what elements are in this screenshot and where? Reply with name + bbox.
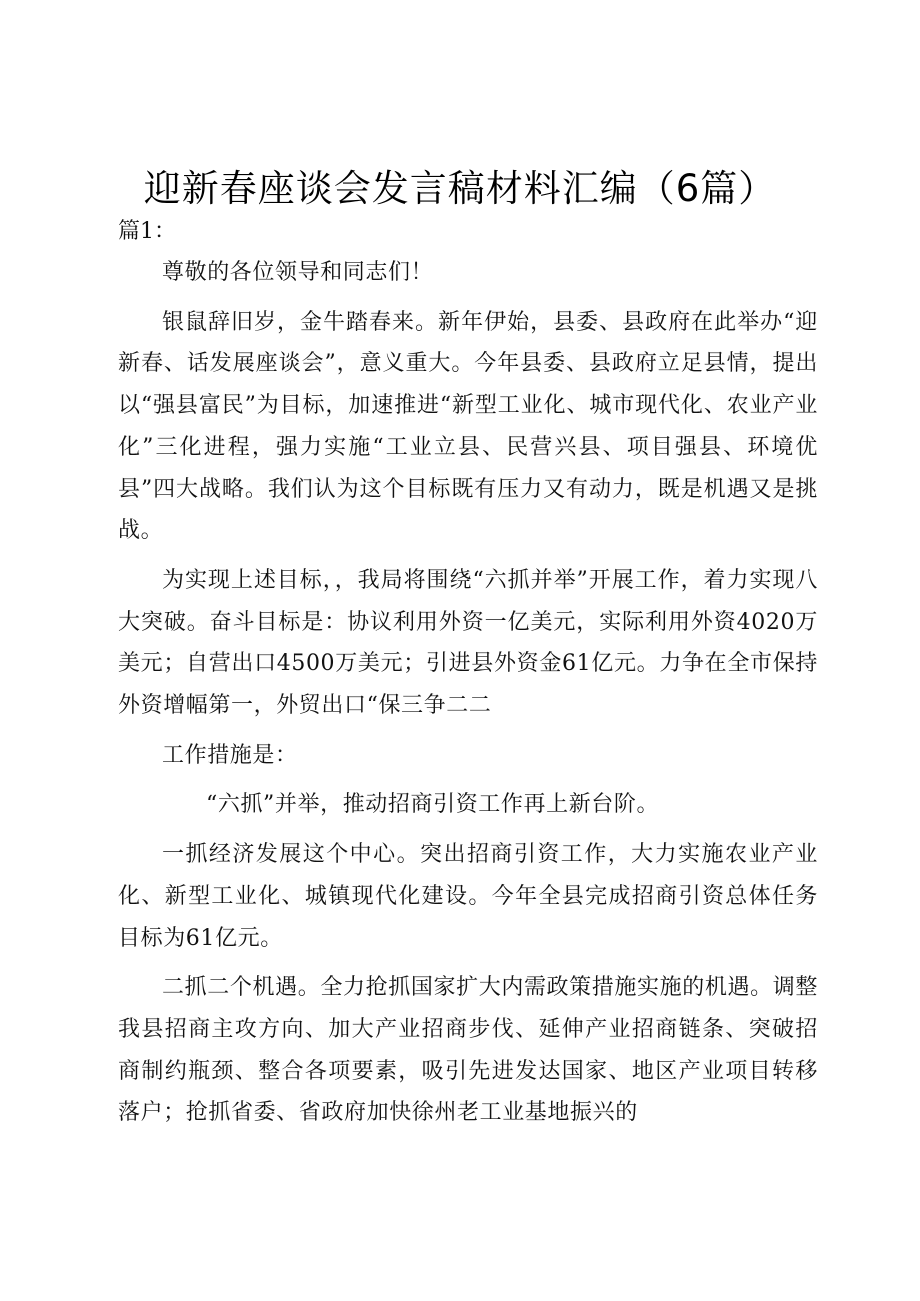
document-body xyxy=(118,252,818,1134)
paragraph-goals: 为实现上述目标，，我局将围绕“六抓并举”开展工作，着力实现八大突破。奋斗目标是：协议利用外资一亿美元，实际利用外资4020万美元；自营出口4500万美元；引进县外资金61亿元。力争在全市保持外资增幅第一，外贸出口“保三争二二 xyxy=(118,567,818,719)
paragraph-subheading: “六抓”并举，推动招商引资工作再上新台阶。 xyxy=(206,792,660,818)
paragraph-first-point: 一抓经济发展这个中心。突出招商引资工作，大力实施农业产业化、新型工业化、城镇现代化建设。今年全县完成招商引资总体任务目标为61亿元。 xyxy=(118,842,818,951)
document-title: 迎新春座谈会发言稿材料汇编（6篇） xyxy=(143,167,777,210)
paragraph-greeting: 尊敬的各位领导和同志们！ xyxy=(162,260,434,285)
section-label: 篇1： xyxy=(118,219,176,244)
paragraph-measures-heading: 工作措施是： xyxy=(162,742,298,768)
paragraph-intro: 银鼠辞旧岁，金牛踏春来。新年伊始，县委、县政府在此举办“迎新春、话发展座谈会”，意义重大。今年县委、县政府立足县情，提出以“强县富民”为目标，加速推进“新型工业化、城市现代化、农业产业化”三化进程，强力实施“工业立县、民营兴县、项目强县、环境优县”四大战略。我们认为这个目标既有压力又有动力，既是机遇又是挑战。 xyxy=(118,309,818,544)
paragraph-second-point: 二抓二个机遇。全力抢抓国家扩大内需政策措施实施的机遇。调整我县招商主攻方向、加大产业招商步伐、延伸产业招商链条、突破招商制约瓶颈、整合各项要素，吸引先进发达国家、地区产业项目转移落户；抢抓省委、省政府加快徐州老工业基地振兴的 xyxy=(118,975,818,1126)
